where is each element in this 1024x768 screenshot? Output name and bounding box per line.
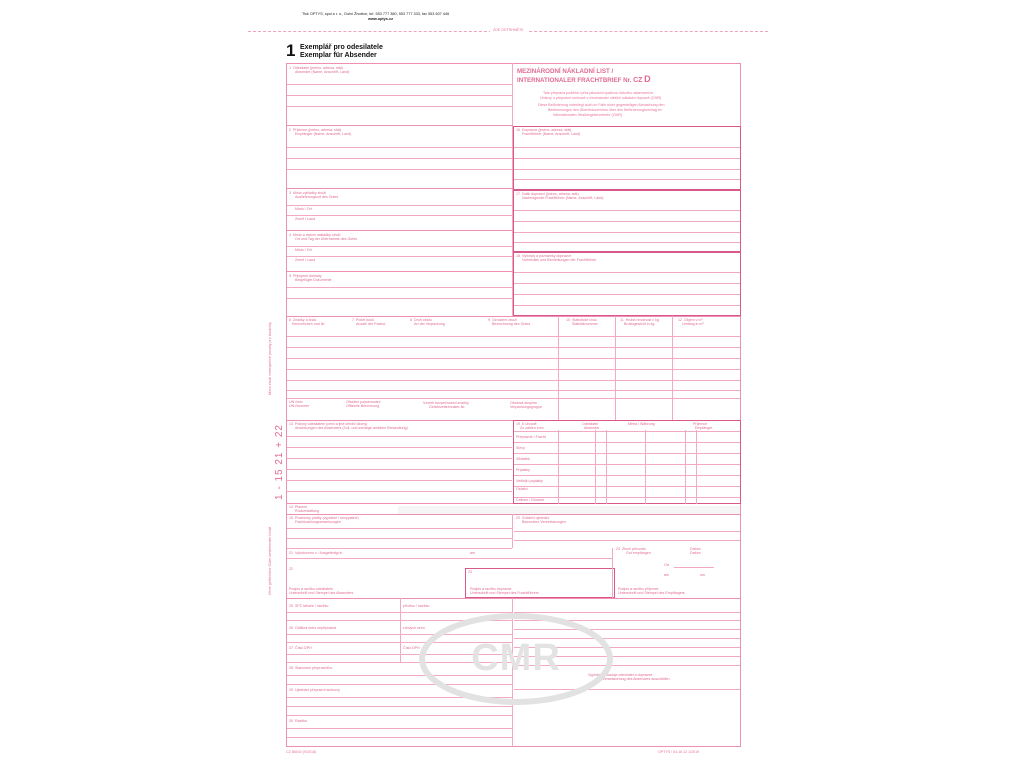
charge-misc: Ostatní xyxy=(516,487,528,491)
un-name-label-de: Offizielle Benennung xyxy=(346,404,380,408)
un-name-label: Oficiální pojmenování xyxy=(346,400,381,404)
field-17-label: 17 Další dopravci (jméno, adresa, stát) xyxy=(516,192,579,196)
side-copy-range: 1 - 15 21 + 22 xyxy=(274,424,285,500)
charge-supplements: Příplatky xyxy=(516,468,530,472)
tear-off-label: ZDE ODTRHNĚTE xyxy=(490,28,527,32)
field-3-country: Země / Land xyxy=(295,217,316,221)
field-4-country: Země / Land xyxy=(295,258,316,262)
field-14-label: 14 Placení xyxy=(289,505,307,509)
field-14-label-de: Rückerstattung xyxy=(295,509,320,513)
field-30-label: 30 Razítko xyxy=(289,719,308,723)
col-12-label: 12 Objem v m³ xyxy=(678,318,703,322)
field-24-ort: Ort xyxy=(664,563,669,567)
field-24-date-de: Datum xyxy=(690,551,701,555)
field-24-label-de: Gut empfangen xyxy=(626,551,651,555)
un-pack-label: Obalová skupina xyxy=(510,401,537,405)
col-10-label: 10 Statistické číslo xyxy=(566,318,597,322)
field-5-label: 5 Připojené doklady xyxy=(289,274,322,278)
col-6-label: 6 Značky a čísla xyxy=(289,318,316,322)
field-21-label: 21 Vyhotoveno v / Ausgefertigt in xyxy=(289,551,343,555)
un-number-label-de: UN-Nummer xyxy=(289,404,310,408)
footer-right: OPTYS / 04.16.12 1/2019 xyxy=(658,750,700,754)
field-26-label: 26 Odlišná nebo nepřípustná xyxy=(289,626,337,630)
receiver-sig-label: Podpis a razítko příjemce xyxy=(618,587,659,591)
col-9-label: 9 Označení zboží xyxy=(488,318,517,322)
col-8-label-de: Art der Verpackung xyxy=(414,322,445,326)
charges-col-receiver: Příjemce xyxy=(693,422,708,426)
field-23-label: 23 xyxy=(468,570,472,574)
charge-other-fees: Vedlejší poplatky xyxy=(516,479,543,483)
field-20-label-de: Besondere Vereinbarungen xyxy=(522,520,566,524)
carrier-sig-label: Podpis a razítko dopravce xyxy=(470,587,512,591)
copy-title-de: Exemplar für Absender xyxy=(300,52,377,59)
field-4-label: 4 Místo a datum nakládky zboží xyxy=(289,233,341,237)
un-pack-label-de: Verpackungsgruppe xyxy=(510,405,542,409)
fill-note-de: Auf Verantwortung des Absenders auszufüllen xyxy=(596,677,670,681)
charge-freight: Přepravné / Fracht xyxy=(516,435,546,439)
field-14-shade xyxy=(398,506,740,514)
field-22-label: 22 xyxy=(289,567,293,571)
field-4-place: Místo / Ort xyxy=(295,248,312,252)
fill-note: Vyplnění obsaduje odesilatel a dopravce xyxy=(588,673,653,677)
field-1-label-de: Absender (Name, Anschrift, Land) xyxy=(295,70,350,74)
cmr-note-4: Bestimmungen des Übereinkommens über den Beförderungsvertrag im xyxy=(548,108,662,112)
un-class-label-de: Gefahrzettelmuster-Nr. xyxy=(429,405,466,409)
side-note-top: Mimo zboží nebezpečné povahy pro zbožníky xyxy=(268,322,272,395)
copy-title-cz: Exemplář pro odesilatele xyxy=(300,44,383,51)
field-27-label: 27 Číslo DPH xyxy=(289,646,312,650)
charges-col-sender: Odesilatel xyxy=(582,422,598,426)
field-17-label-de: Nachfolgende Frachtführer (Name, Anschrift, Land) xyxy=(522,196,604,200)
col-7-label-de: Anzahl der Packst. xyxy=(356,322,386,326)
field-1-label: 1 Odesilatel (jméno, adresa, stát) xyxy=(289,66,343,70)
printer-web: www.optys.cz xyxy=(368,17,393,21)
footer-left: CZ 86043 (9/2018) xyxy=(286,750,317,754)
field-18-label: 18 Výhrady a poznámky dopravce xyxy=(516,254,572,258)
charge-total: Celkem / Gesamt xyxy=(516,498,544,502)
sender-sig-label-de: Unterschrift und Stempel des Absenders xyxy=(289,591,354,595)
receiver-sig-label-de: Unterschrift und Stempel des Empfängers xyxy=(618,591,685,595)
col-7-label: 7 Počet kusů xyxy=(352,318,374,322)
col-11-label-de: Bruttogewicht in kg xyxy=(624,322,655,326)
sender-sig-label: Podpis a razítko odesilatele xyxy=(289,587,333,591)
cmr-title-cz: MEZINÁRODNÍ NÁKLADNÍ LIST / xyxy=(517,68,614,75)
field-27-right: Číslo DPH xyxy=(403,646,420,650)
field-2-label-de: Empfänger (Name, Anschrift, Land) xyxy=(295,132,352,136)
field-19-label-de: Zu zahlen vom xyxy=(520,426,544,430)
field-16-label-de: Frachtführer (Name, Anschrift, Land) xyxy=(522,132,581,136)
cmr-sheet xyxy=(248,0,768,768)
cmr-note-5: internationalen Straßengüterverkehr (CMR) xyxy=(553,113,623,117)
field-2-label: 2 Příjemce (jméno, adresa, stát) xyxy=(289,128,342,132)
col-9-label-de: Bezeichnung des Gutes xyxy=(492,322,531,326)
field-15-label-de: Frachtzahlungsanweisungen xyxy=(295,520,341,524)
field-24-am: am xyxy=(664,573,669,577)
field-3-label: 3 Místo vykládky zboží xyxy=(289,191,327,195)
cmr-note-2: Úmluvy o přepravní smlouvě v mezinárodní silniční nákladní dopravě (CMR) xyxy=(540,96,662,100)
charges-col-receiver-de: Empfänger xyxy=(695,426,713,430)
charge-discounts: Slevy xyxy=(516,446,525,450)
col-12-label-de: Umfang in m³ xyxy=(682,322,704,326)
field-24-date: Datum xyxy=(690,547,701,551)
field-13-label: 13 Pokyny odesilatele (celní a jiné úřední úkony) xyxy=(289,422,368,426)
charges-col-sender-de: Absender xyxy=(584,426,600,430)
col-8-label: 8 Druh obalu xyxy=(410,318,432,322)
cmr-title-de: INTERNATIONALER FRACHTBRIEF Nr. CZ D xyxy=(517,74,651,84)
copy-number: 1 xyxy=(286,41,296,60)
field-26-right: cílových zemí xyxy=(403,626,425,630)
field-16-label: 16 Dopravce (jméno, adresa, stát) xyxy=(516,128,572,132)
field-25-label: 25 SPZ tahače / návěsu xyxy=(289,604,329,608)
field-19-label: 19 K úhradě xyxy=(516,422,537,426)
carrier-sig-label-de: Unterschrift und Stempel des Frachtführers xyxy=(470,591,539,595)
field-24-um: um xyxy=(700,573,705,577)
field-28-label: 28 Stanovení přepravného xyxy=(289,666,333,670)
side-note-bottom: Ohne gefährliche Güter bestehender Inhalt xyxy=(268,526,272,595)
col-11-label: 11 Hrubá hmotnost v kg xyxy=(620,318,659,322)
field-19-box xyxy=(513,420,741,504)
field-18-label-de: Vorbehalte und Bemerkungen der Frachtführer xyxy=(522,258,597,262)
cmr-note-1: Tato přeprava podléhá i přes jakoukoli opačnou doložku ustanovením xyxy=(543,91,654,95)
field-21-am: am xyxy=(470,551,475,555)
printer-line: Tisk OPTYS, spol.s r. o., Dolní Životice, tel. 553 777 380, 553 777 333, fax 553 607 446 xyxy=(302,12,450,16)
field-13-label-de: Anweisungen des Absenders (Zoll- und sonstige amtliche Behandlung) xyxy=(295,426,408,430)
field-3-label-de: Auslieferungsort des Gutes xyxy=(295,195,339,199)
charges-col-currency: Měna / Währung xyxy=(628,422,655,426)
col-6-label-de: Kennzeichen und Nr. xyxy=(292,322,326,326)
field-4-label-de: Ort und Tag der Übernahme des Gutes xyxy=(295,237,358,241)
field-5-label-de: Beigefügte Dokumente xyxy=(295,278,332,282)
field-25-right: přívěsu / návěsu xyxy=(403,604,430,608)
col-10-label-de: Statistiknummer xyxy=(572,322,598,326)
field-24-label: 24 Zboží převzato xyxy=(616,547,646,551)
cmr-watermark-text: CMR xyxy=(471,637,561,679)
field-15-label: 15 Podmínky platby (vyplatné / nevyplatné) xyxy=(289,516,359,520)
field-3-place: Místo / Ort xyxy=(295,207,312,211)
field-29-label: 29 Ujednání přepravní smlouvy xyxy=(289,688,340,692)
un-class-label: Vzorek bezpečnostní značky xyxy=(423,401,469,405)
un-number-label: UN číslo xyxy=(289,400,303,404)
cmr-note-3: Diese Beförderung unterliegt auch im Falle einer gegenteiligen Abmachung den xyxy=(538,103,665,107)
field-20-label: 20 Zvláštní ujednání xyxy=(516,516,550,520)
charge-balance: Zůstatek xyxy=(516,457,530,461)
